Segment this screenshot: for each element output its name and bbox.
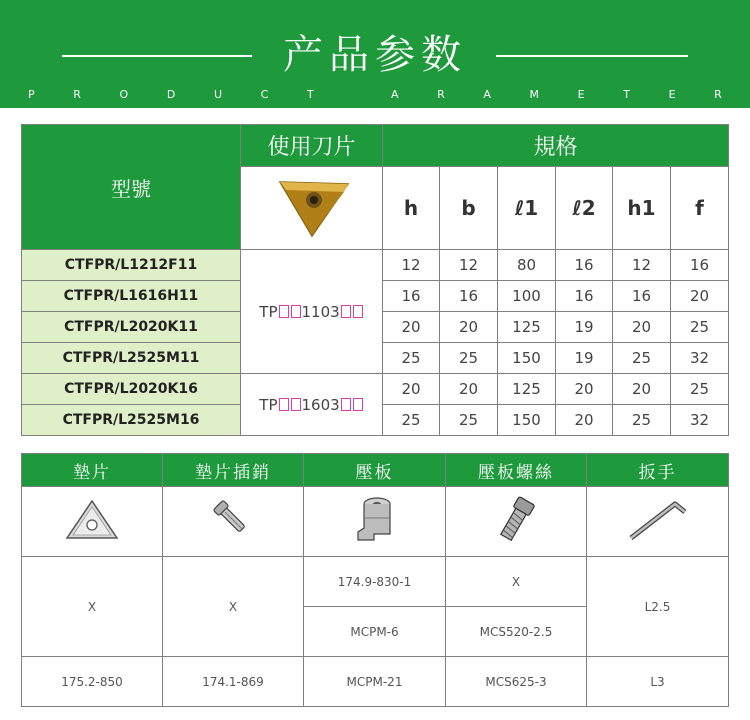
value-cell: 32 [671, 405, 729, 436]
placeholder-box [279, 398, 289, 411]
clamp-icon [350, 494, 400, 546]
col-f: f [671, 167, 729, 250]
subtitle-letter: T [306, 88, 314, 101]
model-cell: CTFPR/L1616H11 [22, 281, 241, 312]
value-cell: 16 [671, 250, 729, 281]
value-cell: 25 [383, 405, 440, 436]
placeholder-box [353, 305, 363, 318]
value-cell: 25 [671, 312, 729, 343]
shim-value: 175.2-850 [22, 657, 163, 707]
insert-image-cell [241, 167, 383, 250]
col-l1: ℓ1 [498, 167, 556, 250]
shim-pin-value: X [163, 557, 304, 657]
subtitle-letter: U [213, 88, 223, 101]
value-cell: 12 [613, 250, 671, 281]
shim-pin-icon [208, 495, 258, 545]
value-cell: 150 [498, 343, 556, 374]
value-cell: 16 [556, 250, 613, 281]
model-cell: CTFPR/L1212F11 [22, 250, 241, 281]
clamp-screw-image-cell [446, 487, 587, 557]
clamp-screw-value: X [446, 557, 587, 607]
subtitle-letter: E [668, 88, 676, 101]
spec-header: 規格 [383, 125, 729, 167]
insert-prefix: TP [259, 395, 278, 414]
value-cell: 12 [383, 250, 440, 281]
value-cell: 20 [440, 374, 498, 405]
value-cell: 20 [613, 374, 671, 405]
insert-prefix: TP [259, 302, 278, 321]
subtitle-letter: T [623, 88, 630, 101]
insert-code-1603 [241, 374, 383, 436]
insert-header: 使用刀片 [241, 125, 383, 167]
header-shim: 墊片 [22, 454, 163, 487]
insert-code-1103 [241, 250, 383, 374]
value-cell: 20 [383, 312, 440, 343]
value-cell: 25 [613, 343, 671, 374]
header-banner [0, 0, 750, 108]
value-cell: 32 [671, 343, 729, 374]
clamp-value: 174.9-830-1 [304, 557, 446, 607]
subtitle-letter: R [714, 88, 722, 101]
header-wrench: 扳手 [587, 454, 729, 487]
hex-wrench-icon [625, 496, 691, 544]
value-cell: 12 [440, 250, 498, 281]
wrench-value: L2.5 [587, 557, 729, 657]
value-cell: 125 [498, 312, 556, 343]
shim-pin-value: 174.1-869 [163, 657, 304, 707]
shim-icon [64, 498, 120, 542]
col-h1: h1 [613, 167, 671, 250]
subtitle-letter: M [529, 88, 540, 101]
subtitle-letter: P [28, 88, 35, 101]
value-cell: 16 [613, 281, 671, 312]
shim-image-cell [22, 487, 163, 557]
model-cell: CTFPR/L2020K11 [22, 312, 241, 343]
subtitle-letter: R [73, 88, 81, 101]
header-clamp: 壓板 [304, 454, 446, 487]
page-subtitle [28, 88, 722, 102]
clamp-value: MCPM-21 [304, 657, 446, 707]
insert-code: 1603 [301, 395, 340, 414]
col-l2: ℓ2 [556, 167, 613, 250]
subtitle-letter: A [390, 88, 399, 101]
subtitle-letter: C [260, 88, 269, 101]
triangle-insert-icon [272, 172, 352, 240]
value-cell: 80 [498, 250, 556, 281]
value-cell: 25 [440, 343, 498, 374]
value-cell: 20 [556, 374, 613, 405]
col-h: h [383, 167, 440, 250]
value-cell: 20 [383, 374, 440, 405]
value-cell: 16 [383, 281, 440, 312]
value-cell: 25 [440, 405, 498, 436]
value-cell: 125 [498, 374, 556, 405]
clamp-screw-value: MCS625-3 [446, 657, 587, 707]
placeholder-box [291, 305, 301, 318]
title-rule-right [496, 55, 688, 57]
clamp-image-cell [304, 487, 446, 557]
placeholder-box [341, 305, 351, 318]
subtitle-letter: R [437, 88, 445, 101]
wrench-image-cell [587, 487, 729, 557]
shim-value: X [22, 557, 163, 657]
value-cell: 19 [556, 312, 613, 343]
page-title: 产品参数 [283, 32, 467, 78]
value-cell: 16 [440, 281, 498, 312]
parts-table [21, 453, 729, 707]
wrench-value: L3 [587, 657, 729, 707]
model-cell: CTFPR/L2525M16 [22, 405, 241, 436]
clamp-screw-icon [491, 494, 541, 546]
value-cell: 25 [383, 343, 440, 374]
subtitle-letter: A [483, 88, 491, 101]
placeholder-box [279, 305, 289, 318]
subtitle-letter: O [119, 88, 129, 101]
value-cell: 25 [613, 405, 671, 436]
model-cell: CTFPR/L2020K16 [22, 374, 241, 405]
placeholder-box [353, 398, 363, 411]
value-cell: 20 [556, 405, 613, 436]
insert-code: 1103 [301, 302, 340, 321]
value-cell: 25 [671, 374, 729, 405]
placeholder-box [291, 398, 301, 411]
value-cell: 20 [671, 281, 729, 312]
value-cell: 150 [498, 405, 556, 436]
clamp-screw-value: MCS520-2.5 [446, 607, 587, 657]
value-cell: 20 [440, 312, 498, 343]
model-header: 型號 [22, 125, 241, 250]
header-clamp-screw: 壓板螺絲 [446, 454, 587, 487]
shim-pin-image-cell [163, 487, 304, 557]
value-cell: 100 [498, 281, 556, 312]
value-cell: 16 [556, 281, 613, 312]
spec-table [21, 124, 729, 436]
clamp-value: MCPM-6 [304, 607, 446, 657]
value-cell: 20 [613, 312, 671, 343]
col-b: b [440, 167, 498, 250]
subtitle-letter: D [166, 88, 176, 101]
placeholder-box [341, 398, 351, 411]
model-cell: CTFPR/L2525M11 [22, 343, 241, 374]
header-shim-pin: 墊片插銷 [163, 454, 304, 487]
subtitle-letter: E [577, 88, 585, 101]
value-cell: 19 [556, 343, 613, 374]
